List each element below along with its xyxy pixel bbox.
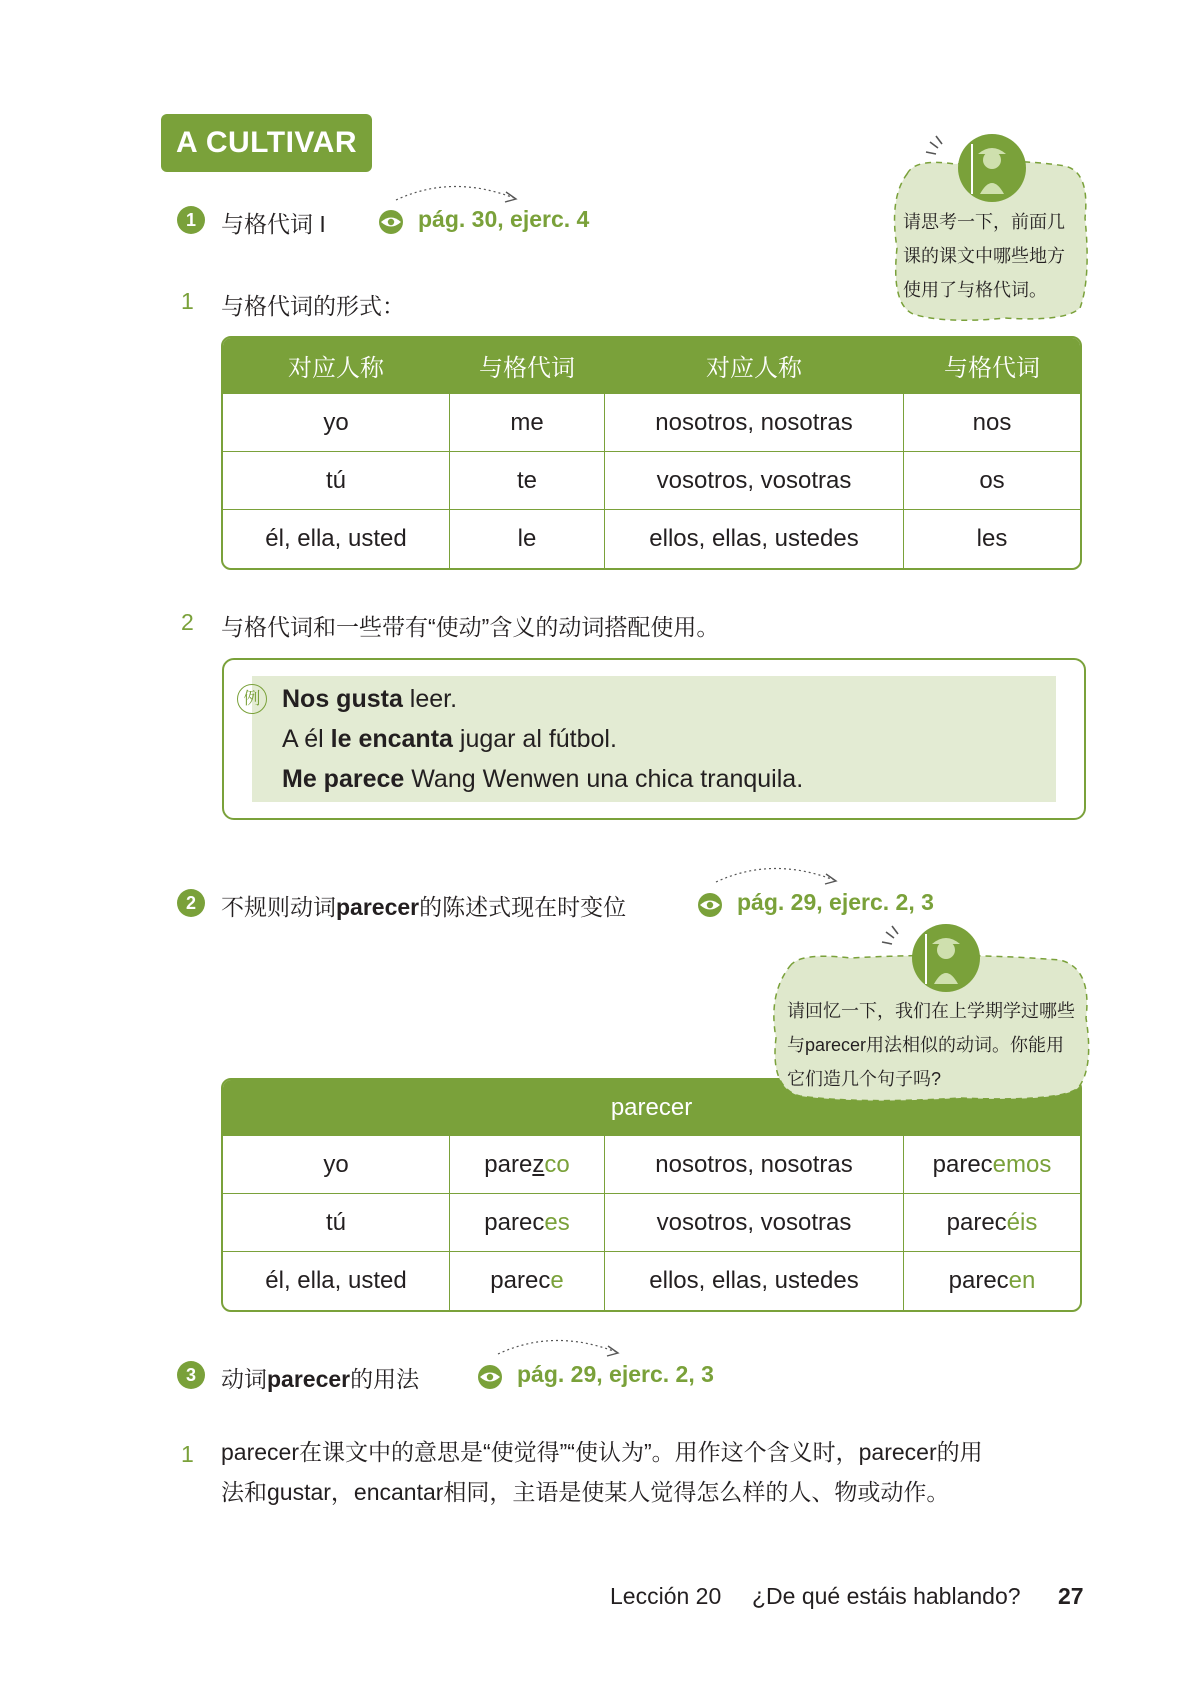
table-cell: tú: [223, 1194, 450, 1252]
point-text: 与格代词和一些带有“使动”含义的动词搭配使用。: [221, 614, 720, 640]
point-number: 1: [181, 1441, 194, 1467]
footer-lesson: Lección 20: [610, 1583, 722, 1609]
section-title: 不规则动词parecer的陈述式现在时变位: [221, 894, 627, 920]
table-cell: te: [450, 452, 605, 510]
table-row: [223, 510, 1080, 568]
page-number: 27: [1058, 1583, 1084, 1609]
table-cell: parece: [450, 1252, 605, 1310]
table-cell: nos: [904, 394, 1080, 452]
character-icon: [880, 922, 1020, 992]
table-cell: vosotros, vosotras: [605, 1194, 904, 1252]
point-number: 1: [181, 288, 194, 314]
table-header: parecer: [223, 1080, 1080, 1136]
table-cell: parezco: [450, 1136, 605, 1194]
table-cell: nosotros, nosotras: [605, 1136, 904, 1194]
table-cell: yo: [223, 394, 450, 452]
table-cell: parecen: [948, 1267, 1036, 1294]
table-cell: os: [904, 452, 1080, 510]
point-text: parecer在课文中的意思是“使觉得”“使认为”。用作这个含义时，parecer的用 法和gustar，encantar相同，主语是使某人觉得怎么样的人、物或动作。: [221, 1439, 983, 1505]
table-cell: ellos, ellas, ustedes: [605, 1252, 904, 1310]
note-text: 请思考一下，前面几 课的课文中哪些地方 使用了与格代词。: [903, 212, 1065, 300]
arrow-curve-icon: [494, 1334, 624, 1364]
section-title: 与格代词 I: [221, 211, 326, 237]
arrow-curve-icon: [712, 862, 842, 892]
character-icon: [918, 132, 1058, 202]
table-header: 与格代词: [904, 338, 1080, 394]
table-header: 对应人称: [223, 338, 450, 394]
eye-icon: [475, 1365, 505, 1389]
table-cell: parecéis: [904, 1194, 1080, 1252]
table-cell: le: [450, 510, 605, 568]
eye-icon: [376, 210, 406, 234]
table-cell: él, ella, usted: [223, 1252, 450, 1310]
table-row: [223, 452, 1080, 510]
section-title: 动词parecer的用法: [221, 1366, 420, 1392]
table-cell: vosotros, vosotras: [605, 452, 904, 510]
example-badge: 例: [237, 684, 267, 714]
table-cell: les: [976, 525, 1008, 552]
section-number-badge: 2: [177, 889, 205, 917]
exercise-reference: pág. 30, ejerc. 4: [418, 206, 590, 232]
section-number-badge: 1: [177, 206, 205, 234]
section-banner: A CULTIVAR: [161, 114, 372, 172]
table-cell: yo: [223, 1136, 450, 1194]
point-text: 与格代词的形式：: [221, 293, 405, 319]
table-cell: me: [450, 394, 605, 452]
example-sentence: Me parece Wang Wenwen una chica tranquila.: [282, 765, 804, 793]
table-header: 对应人称: [605, 338, 904, 394]
exercise-reference: pág. 29, ejerc. 2, 3: [737, 889, 934, 915]
table-cell: él, ella, usted: [223, 510, 450, 568]
section-number-badge: 3: [177, 1361, 205, 1389]
table-cell: parecemos: [904, 1136, 1080, 1194]
note-text: 请回忆一下，我们在上学期学过哪些 与parecer用法相似的动词。你能用 它们造几个句子吗?: [787, 1001, 1075, 1089]
table-cell: tú: [223, 452, 450, 510]
table-row: [223, 1252, 1080, 1310]
pronoun-table: [221, 336, 1082, 570]
exercise-reference: pág. 29, ejerc. 2, 3: [517, 1361, 714, 1387]
table-header: 与格代词: [450, 338, 605, 394]
footer-title: ¿De qué estáis hablando?: [752, 1583, 1021, 1609]
table-row: [223, 1194, 1080, 1252]
point-number: 2: [181, 609, 194, 635]
table-cell: ellos, ellas, ustedes: [605, 510, 904, 568]
table-row: [223, 394, 1080, 452]
example-sentence: A él le encanta jugar al fútbol.: [282, 725, 617, 753]
example-sentences: [282, 679, 803, 799]
eye-icon: [695, 893, 725, 917]
table-row: [223, 1136, 1080, 1194]
example-sentence: Nos gusta leer.: [282, 685, 458, 713]
table-cell: pareces: [450, 1194, 605, 1252]
table-cell: nosotros, nosotras: [605, 394, 904, 452]
